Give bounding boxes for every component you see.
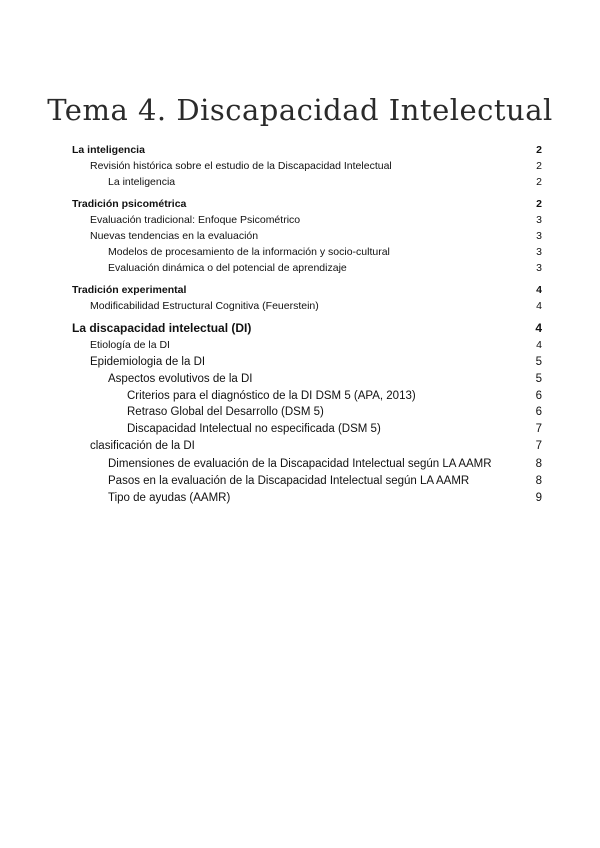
toc-entry-page: 5	[535, 356, 542, 368]
toc-entry-label: Tradición psicométrica	[72, 198, 187, 210]
toc-entry-page: 2	[536, 198, 542, 210]
toc-entry-label: Tradición experimental	[72, 284, 187, 296]
toc-entry-label: Etiología de la DI	[90, 339, 170, 351]
toc-entry[interactable]	[0, 438, 600, 454]
toc-entry-label: Retraso Global del Desarrollo (DSM 5)	[127, 406, 324, 418]
toc-entry-page: 2	[536, 176, 542, 188]
toc-entry[interactable]	[0, 229, 600, 243]
toc-entry-label: Evaluación tradicional: Enfoque Psicométrico	[90, 214, 301, 226]
toc-entry[interactable]	[0, 283, 600, 297]
toc-entry-label: Revisión histórica sobre el estudio de la Discapacidad Intelectual	[90, 160, 392, 172]
toc-entry-page: 8	[535, 458, 542, 470]
toc-entry[interactable]	[0, 175, 600, 189]
toc-entry[interactable]	[0, 456, 600, 472]
toc-entry-label: Pasos en la evaluación de la Discapacidad Intelectual según LA AAMR	[108, 475, 470, 487]
toc-entry[interactable]	[0, 320, 600, 336]
toc-entry-page: 3	[536, 246, 542, 258]
toc-entry-label: Criterios para el diagnóstico de la DI DSM 5 (APA, 2013)	[127, 390, 416, 402]
toc-entry[interactable]	[0, 354, 600, 370]
toc-entry-page: 4	[536, 339, 542, 351]
toc-entry[interactable]	[0, 473, 600, 489]
toc-entry[interactable]	[0, 371, 600, 387]
toc-entry[interactable]	[0, 338, 600, 352]
toc-entry-page: 2	[536, 144, 542, 156]
toc-entry-label: Aspectos evolutivos de la DI	[108, 373, 253, 385]
toc-entry-page: 7	[535, 440, 542, 452]
toc-entry-page: 5	[535, 373, 542, 385]
toc-entry-label: clasificación de la DI	[90, 440, 195, 452]
toc-entry-page: 7	[535, 423, 542, 435]
toc-entry[interactable]	[0, 490, 600, 506]
toc-entry-label: Dimensiones de evaluación de la Discapacidad Intelectual según LA AAMR	[108, 458, 492, 470]
toc-entry-label: Modelos de procesamiento de la información y socio-cultural	[108, 246, 390, 258]
toc-entry-page: 3	[536, 214, 542, 226]
toc-entry-page: 3	[536, 262, 542, 274]
toc-entry-label: La discapacidad intelectual (DI)	[72, 321, 252, 335]
toc-entry-label: Evaluación dinámica o del potencial de aprendizaje	[108, 262, 347, 274]
toc-entry-page: 6	[535, 390, 542, 402]
toc-entry-label: Tipo de ayudas (AAMR)	[108, 492, 231, 504]
toc-entry[interactable]	[0, 404, 600, 420]
toc-entry-page: 9	[535, 492, 542, 504]
toc-entry[interactable]	[0, 197, 600, 211]
toc-entry-label: La inteligencia	[72, 144, 145, 156]
toc-entry-page: 3	[536, 230, 542, 242]
toc-entry-label: Nuevas tendencias en la evaluación	[90, 230, 259, 242]
toc-entry-page: 4	[535, 321, 542, 335]
toc-entry[interactable]	[0, 143, 600, 157]
toc-entry[interactable]	[0, 388, 600, 404]
toc-entry[interactable]	[0, 299, 600, 313]
toc-entry-label: Epidemiologia de la DI	[90, 356, 206, 368]
toc-entry[interactable]	[0, 421, 600, 437]
toc-entry[interactable]	[0, 159, 600, 173]
toc-entry-page: 4	[536, 300, 542, 312]
toc-entry[interactable]	[0, 245, 600, 259]
toc-entry-label: Discapacidad Intelectual no especificada (DSM 5)	[127, 423, 381, 435]
toc-entry-page: 6	[535, 406, 542, 418]
toc-entry-page: 4	[536, 284, 542, 296]
document-title: Tema 4. Discapacidad Intelectual	[47, 93, 553, 128]
toc-entry-label: La inteligencia	[108, 176, 176, 188]
toc-entry[interactable]	[0, 213, 600, 227]
toc-entry-page: 8	[535, 475, 542, 487]
toc-entry[interactable]	[0, 261, 600, 275]
toc-entry-label: Modificabilidad Estructural Cognitiva (Feuerstein)	[90, 300, 319, 312]
toc-entry-page: 2	[536, 160, 542, 172]
